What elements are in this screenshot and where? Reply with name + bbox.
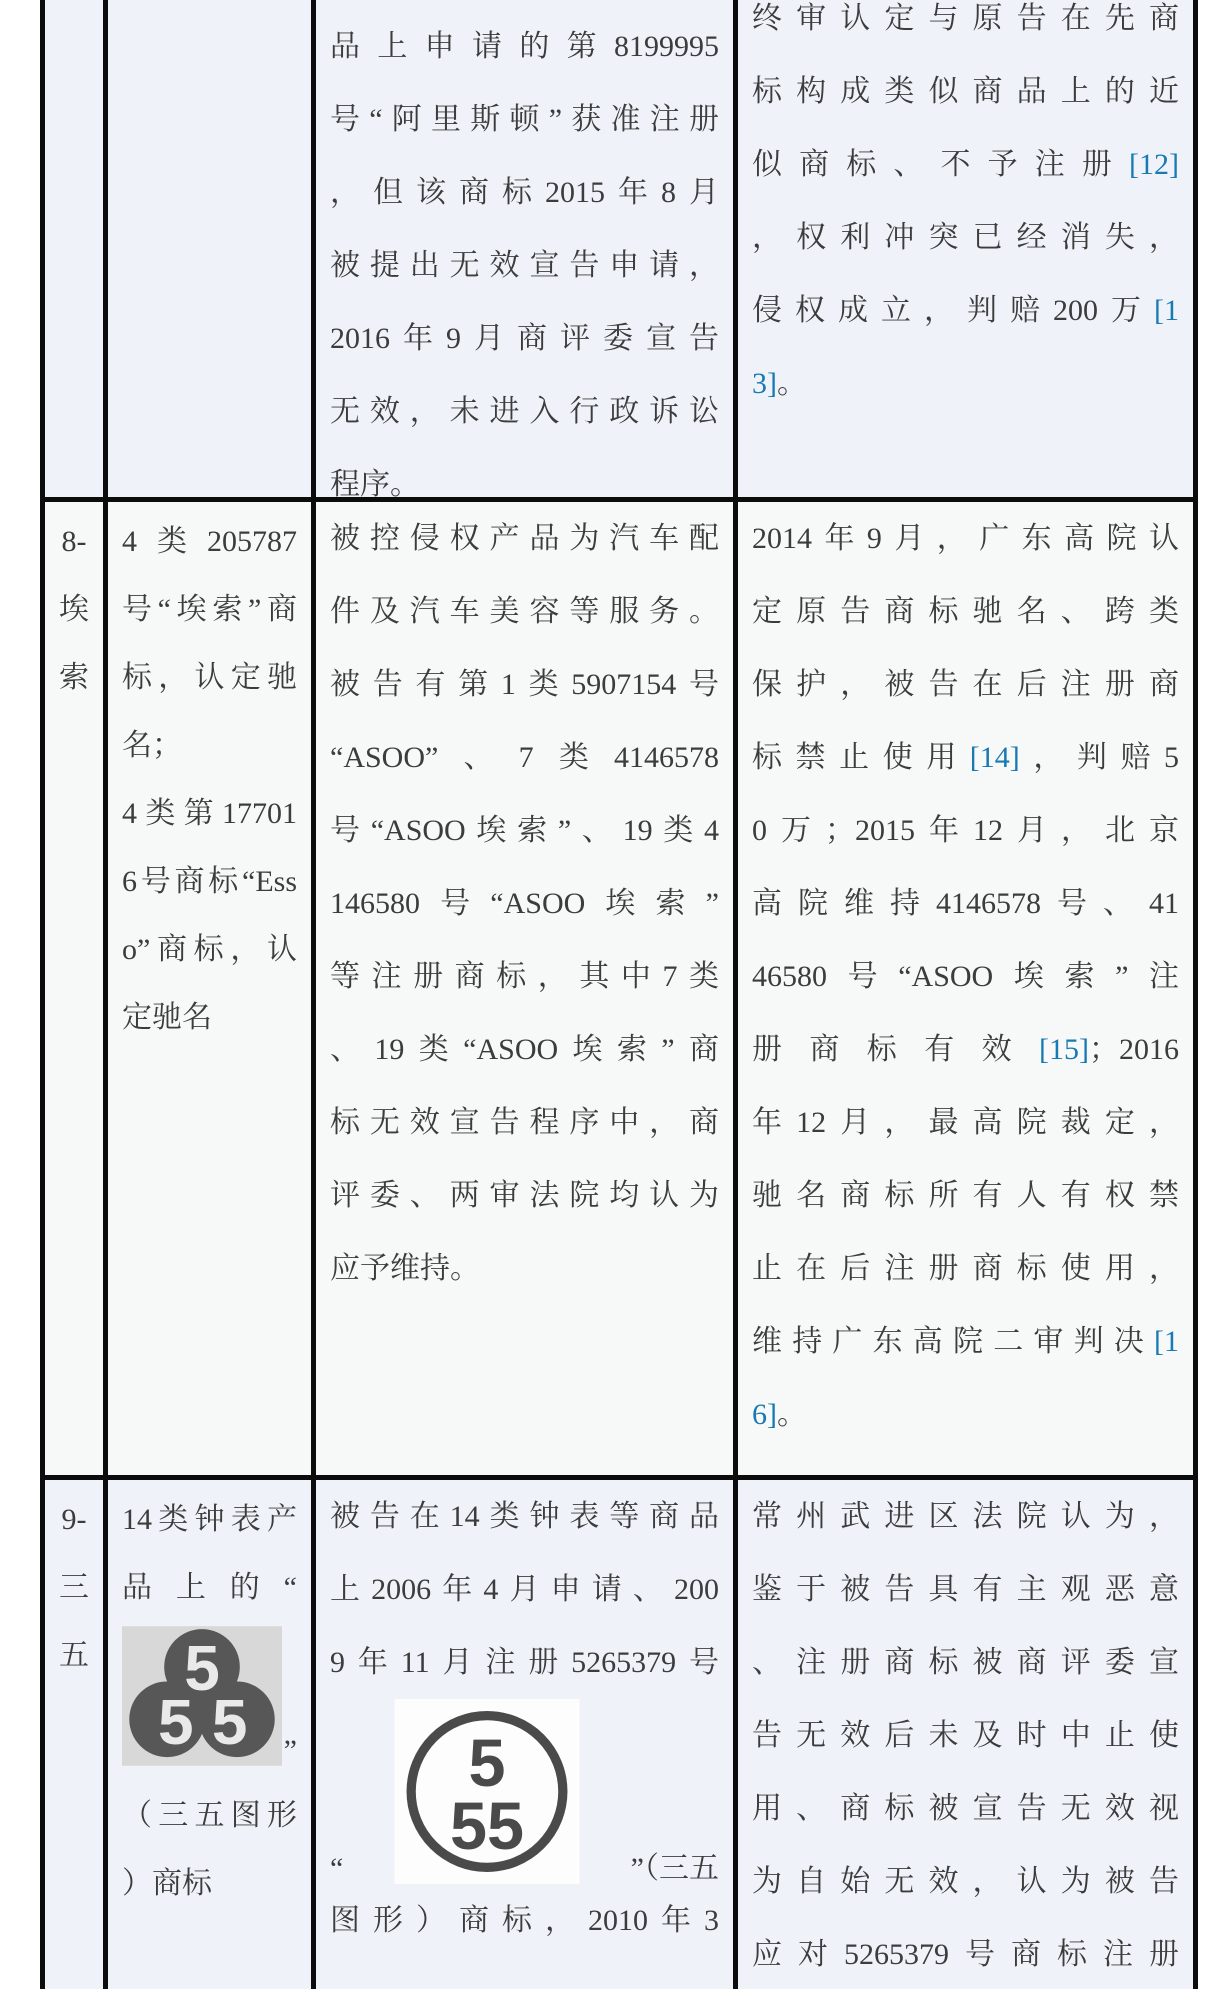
text-line — [752, 648, 1179, 721]
text-segment: 品上的“ — [122, 1571, 297, 1604]
text-segment: 标禁止使用 — [752, 741, 970, 774]
text-segment: 被告有第1类5907154号 — [330, 668, 719, 701]
text-segment: 埃 — [59, 593, 89, 626]
text-segment: 。 — [777, 1398, 807, 1431]
text-line — [752, 794, 1179, 867]
text-segment: 8- — [61, 525, 87, 558]
text-segment: 应对5265379号商标注册 — [752, 1938, 1179, 1971]
text-line — [752, 0, 1179, 55]
text-line — [752, 347, 1179, 420]
text-line — [752, 502, 1179, 575]
text-segment: ，判赔5 — [1019, 741, 1180, 774]
text-segment: 标无效宣告程序中，商 — [330, 1106, 719, 1139]
citation-link[interactable]: 3] — [752, 367, 777, 400]
text-segment: 高院维持4146578号、41 — [752, 887, 1179, 920]
text-line — [330, 375, 719, 448]
row-9-col-3-cell — [316, 1480, 733, 1989]
cell-content — [330, 10, 719, 497]
text-line — [330, 1159, 719, 1232]
text-segment: 五 — [59, 1639, 89, 1672]
text-line — [122, 984, 297, 1052]
text-segment: 标构成类似商品上的近 — [752, 75, 1179, 108]
citation-link[interactable]: [1 — [1154, 1325, 1179, 1358]
text-line — [122, 780, 297, 848]
row-9-col-2-cell — [108, 1480, 311, 1989]
svg-text:55: 55 — [449, 1789, 525, 1864]
text-segment: 9年11月注册5265379号 — [330, 1646, 719, 1679]
text-line — [122, 1850, 297, 1918]
citation-link[interactable]: 6] — [752, 1398, 777, 1431]
text-line — [330, 1884, 719, 1957]
text-line — [330, 1232, 719, 1305]
text-line — [752, 201, 1179, 274]
text-line — [122, 1782, 297, 1850]
text-segment: 鉴于被告具有主观恶意 — [752, 1573, 1179, 1606]
text-line — [752, 1159, 1179, 1232]
trademark-cases-table — [40, 0, 1198, 1989]
text-segment: 46580号“ASOO埃索”注 — [752, 960, 1179, 993]
text-line — [330, 10, 719, 83]
text-segment: 、19类“ASOO埃索”商 — [330, 1033, 719, 1066]
text-segment: 、注册商标被商评委宣 — [752, 1646, 1179, 1679]
text-segment: 2014年9月，广东高院认 — [752, 522, 1179, 555]
row-8-col-1-cell — [45, 502, 103, 1475]
text-segment: ）商标 — [122, 1867, 212, 1900]
text-line — [752, 1305, 1179, 1378]
text-segment: 名； — [122, 729, 182, 762]
text-line — [122, 712, 297, 780]
text-segment: 用、商标被宣告无效视 — [752, 1792, 1179, 1825]
text-line — [122, 508, 297, 576]
text-segment: 定原告商标驰名、跨类 — [752, 595, 1179, 628]
text-line — [59, 644, 89, 712]
text-line — [330, 1699, 719, 1884]
text-segment: 图形）商标，2010年3 — [330, 1904, 719, 1937]
citation-link[interactable]: [1 — [1154, 294, 1179, 327]
text-segment: 9- — [61, 1503, 87, 1536]
text-segment: ，但该商标2015年8月 — [330, 176, 719, 209]
text-segment: 被告在14类钟表等商品 — [330, 1500, 719, 1533]
text-line — [330, 302, 719, 375]
text-line — [752, 1232, 1179, 1305]
cell-content — [752, 0, 1179, 420]
cell-content — [752, 502, 1179, 1451]
text-segment: 号“阿里斯顿”获准注册 — [330, 103, 719, 136]
text-line — [330, 1086, 719, 1159]
text-segment: 0万；2015年12月，北京 — [752, 814, 1179, 847]
text-line — [752, 1013, 1179, 1086]
cell-content — [59, 1486, 89, 1690]
svg-text:5: 5 — [158, 1686, 194, 1758]
citation-link[interactable]: [14] — [969, 741, 1020, 774]
text-segment: ，权利冲突已经消失， — [752, 221, 1179, 254]
text-segment: 4类第17701 — [122, 797, 297, 830]
text-segment: 2016年9月商评委宣告 — [330, 322, 719, 355]
text-segment: 。 — [777, 367, 807, 400]
row-7-continued-col-1-cell — [45, 0, 103, 497]
text-segment: 号“ASOO埃索”、19类4 — [330, 814, 719, 847]
text-segment: 被提出无效宣告申请， — [330, 249, 719, 282]
text-line — [122, 916, 297, 984]
text-line — [122, 644, 297, 712]
text-line — [752, 1086, 1179, 1159]
text-segment: 驰名商标所有人有权禁 — [752, 1179, 1179, 1212]
text-segment: 定驰名 — [122, 1001, 212, 1034]
table-row-7-continued — [45, 0, 1193, 497]
text-line — [752, 1699, 1179, 1772]
row-7-continued-col-4-cell — [738, 0, 1193, 497]
text-line — [330, 1480, 719, 1553]
text-segment: 程序。 — [330, 468, 420, 497]
row-9-col-1-cell — [45, 1480, 103, 1989]
text-segment: 侵权成立，判赔200万 — [752, 294, 1154, 327]
text-line — [330, 721, 719, 794]
text-line — [122, 1626, 297, 1766]
text-line — [122, 848, 297, 916]
text-line — [330, 1626, 719, 1699]
row-9-col-4-cell — [738, 1480, 1193, 1989]
cell-content — [59, 508, 89, 712]
text-line — [330, 867, 719, 940]
text-segment: 被控侵权产品为汽车配 — [330, 522, 719, 555]
cell-content — [752, 1480, 1179, 1989]
text-segment: 保护，被告在后注册商 — [752, 668, 1179, 701]
text-segment: 件及汽车美容等服务。 — [330, 595, 719, 628]
cell-content — [330, 1480, 719, 1957]
text-segment: “ — [330, 1852, 344, 1885]
text-segment: 常州武进区法院认为， — [752, 1500, 1179, 1533]
text-line — [59, 1554, 89, 1622]
text-line — [59, 1622, 89, 1690]
text-segment: 告无效后未及时中止使 — [752, 1719, 1179, 1752]
row-7-continued-col-3-cell — [316, 0, 733, 497]
text-line — [330, 648, 719, 721]
cell-content — [122, 508, 297, 1052]
text-line — [752, 1480, 1179, 1553]
text-segment: 无效，未进入行政诉讼 — [330, 395, 719, 428]
text-segment: 年12月，最高院裁定， — [752, 1106, 1179, 1139]
text-segment: 终审认定与原告在先商 — [752, 2, 1179, 35]
text-segment: 似商标、不予注册 — [752, 148, 1130, 181]
svg-text:5: 5 — [184, 1632, 220, 1705]
table-row-9 — [45, 1480, 1193, 1989]
citation-link[interactable]: [12] — [1129, 148, 1179, 181]
text-segment: 评委、两审法院均认为 — [330, 1179, 719, 1212]
text-segment: o”商标，认 — [122, 933, 297, 966]
text-line — [752, 1378, 1179, 1451]
text-line — [122, 576, 297, 644]
svg-text:5: 5 — [211, 1686, 248, 1758]
text-segment: 146580号“ASOO埃索” — [330, 887, 719, 920]
text-segment: （三五图形 — [122, 1799, 297, 1832]
text-line — [752, 575, 1179, 648]
text-line — [752, 940, 1179, 1013]
text-segment: 6号商标“Ess — [122, 865, 297, 898]
text-segment: 维持广东高院二审判决 — [752, 1325, 1154, 1358]
text-line — [752, 128, 1179, 201]
text-line — [752, 1845, 1179, 1918]
table-row-8 — [45, 502, 1193, 1475]
text-segment: 等注册商标，其中7类 — [330, 960, 719, 993]
row-8-col-3-cell — [316, 502, 733, 1475]
text-line — [59, 508, 89, 576]
row-7-continued-col-2-cell — [108, 0, 311, 497]
text-segment: 三 — [59, 1571, 89, 1604]
text-line — [330, 448, 719, 497]
text-line — [330, 229, 719, 302]
text-segment: 号“埃索”商 — [122, 593, 297, 626]
text-line — [59, 576, 89, 644]
text-line — [122, 1554, 297, 1622]
text-line — [752, 1918, 1179, 1989]
text-line — [330, 940, 719, 1013]
text-line — [752, 1772, 1179, 1845]
citation-link[interactable]: [15] — [1039, 1033, 1089, 1066]
row-8-col-4-cell — [738, 502, 1193, 1475]
text-segment: ；2016 — [1089, 1033, 1179, 1066]
text-line — [330, 1013, 719, 1086]
text-line — [752, 867, 1179, 940]
text-segment: 为自始无效，认为被告 — [752, 1865, 1179, 1898]
text-segment: 4类205787 — [122, 525, 297, 558]
text-line — [330, 575, 719, 648]
text-line — [330, 502, 719, 575]
text-segment: 止在后注册商标使用， — [752, 1252, 1179, 1285]
text-line — [752, 721, 1179, 794]
text-line — [122, 1486, 297, 1554]
text-line — [330, 794, 719, 867]
text-segment: 索 — [59, 661, 89, 694]
text-line — [330, 156, 719, 229]
cell-content — [330, 502, 719, 1305]
text-segment: 应予维持。 — [330, 1252, 480, 1285]
row-8-col-2-cell — [108, 502, 311, 1475]
trademark-555-triangle-image — [122, 1626, 282, 1766]
text-line — [330, 83, 719, 156]
text-segment: “ASOO”、7类4146578 — [330, 741, 719, 774]
svg-text:5: 5 — [468, 1726, 506, 1801]
text-segment: 上2006年4月申请、200 — [330, 1573, 719, 1606]
text-segment: 册商标有效 — [752, 1033, 1040, 1066]
text-line — [752, 1553, 1179, 1626]
text-line — [59, 1486, 89, 1554]
text-segment: ” — [283, 1734, 297, 1767]
text-segment: 标，认定驰 — [122, 661, 297, 694]
text-line — [752, 274, 1179, 347]
text-segment: 14类钟表产 — [122, 1503, 297, 1536]
cell-content — [122, 1486, 297, 1918]
text-line — [330, 1553, 719, 1626]
text-segment: ”（三五 — [630, 1852, 719, 1885]
trademark-555-circle-image — [392, 1699, 582, 1884]
text-line — [752, 1626, 1179, 1699]
text-segment: 品上申请的第8199995 — [330, 30, 719, 63]
text-line — [752, 55, 1179, 128]
